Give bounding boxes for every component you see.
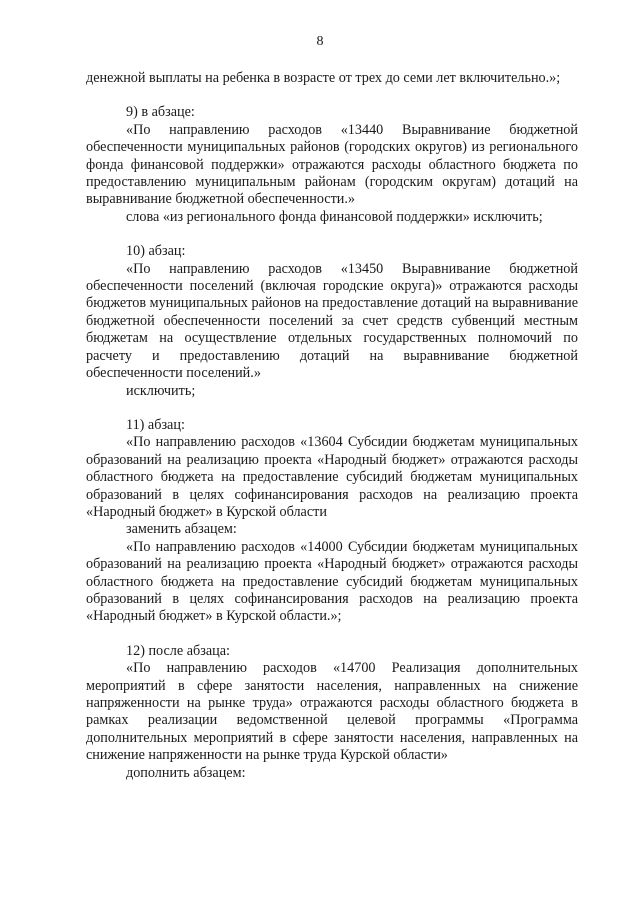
item-11-heading: 11) абзац: — [126, 416, 185, 433]
item-10-quote: «По направлению расходов «13450 Выравнивание бюджетной обеспеченности поселений (включая городские округа)» отражаются расходы бюджетов муниципальных районов на предоставление дотаций на выравнивание бюджетной обеспеченности поселений за счет средств субвенций местным бюджетам на осуществление отдельных государственных полномочий по расчету и предоставлению дотаций на выравнивание бюджетной обеспеченности поселений.» — [86, 260, 578, 382]
paragraph-continuation: денежной выплаты на ребенка в возрасте от трех до семи лет включительно.»; — [86, 70, 561, 86]
page-number: 8 — [316, 34, 324, 49]
document-body — [86, 70, 578, 782]
item-12-quote: «По направлению расходов «14700 Реализация дополнительных мероприятий в сфере занятости населения, направленных на снижение напряженности на рынке труда» отражаются расходы областного бюджета в рамках реализации ведомственной целевой программы «Программа дополнительных мероприятий в сфере занятости населения, направленных на снижение напряженности на рынке труда Курской области» — [86, 660, 578, 764]
item-12-instruction: дополнить абзацем: — [126, 764, 246, 781]
item-9-heading: 9) в абзаце: — [126, 104, 195, 121]
item-11-quote-new: «По направлению расходов «14000 Субсидии бюджетам муниципальных образований на реализацию проекта «Народный бюджет» отражаются расходы областного бюджета на предоставление субсидий бюджетам муниципальных образований в целях софинансирования расходов на реализацию проекта «Народный бюджет» в Курской области.»; — [86, 538, 578, 625]
item-10-instruction: исключить; — [126, 382, 196, 399]
item-9-quote: «По направлению расходов «13440 Выравнивание бюджетной обеспеченности муниципальных районов (городских округов) из регионального фонда финансовой поддержки» отражаются расходы областного бюджета по предоставлению муниципальным районам (городским округам) дотаций на выравнивание бюджетной обеспеченности.» — [86, 121, 578, 208]
item-9-instruction: слова «из регионального фонда финансовой поддержки» исключить; — [126, 208, 543, 225]
item-11-quote-old: «По направлению расходов «13604 Субсидии бюджетам муниципальных образований на реализацию проекта «Народный бюджет» отражаются расходы областного бюджета на предоставление субсидий бюджетам муниципальных образований в целях софинансирования расходов на реализацию проекта «Народный бюджет» в Курской области — [86, 434, 578, 520]
item-11-instruction: заменить абзацем: — [126, 521, 237, 538]
item-10-heading: 10) абзац: — [126, 243, 186, 260]
item-12-heading: 12) после абзаца: — [126, 642, 230, 659]
